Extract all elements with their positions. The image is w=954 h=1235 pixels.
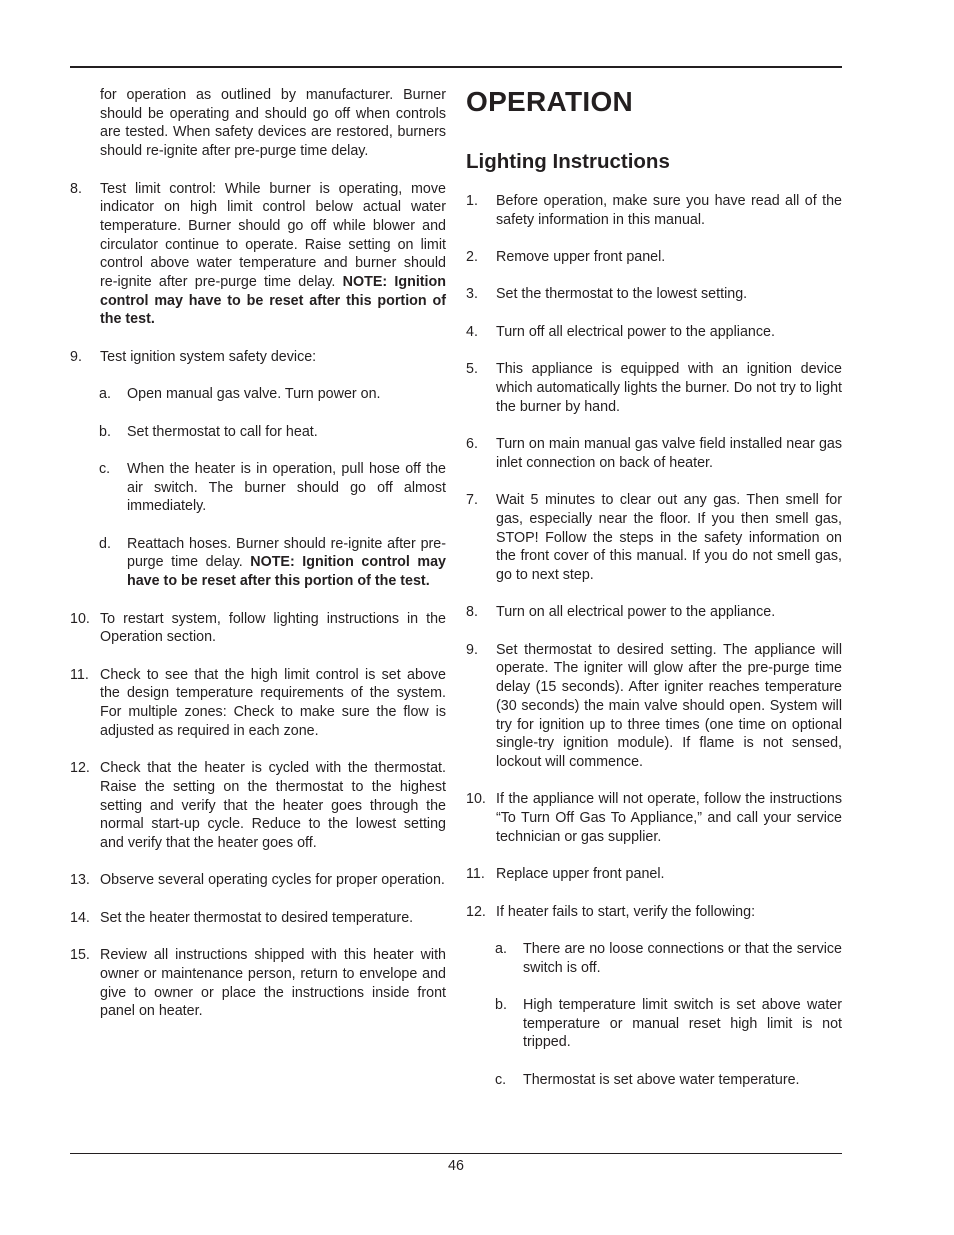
sub-item-b bbox=[70, 423, 446, 442]
sub-item-letter: a. bbox=[99, 386, 111, 403]
item-number: 11. bbox=[70, 666, 89, 683]
right-column bbox=[466, 86, 842, 1108]
list-item-4 bbox=[466, 323, 842, 342]
item-text: Turn on all electrical power to the appliance. bbox=[496, 604, 776, 621]
list-item-10 bbox=[466, 790, 842, 846]
item-text: If the appliance will not operate, follow the instructions “To Turn Off Gas To Appliance,” and call your service technician or gas supplier. bbox=[496, 791, 842, 845]
item-number: 8. bbox=[466, 604, 478, 621]
sub-item-text: High temperature limit switch is set above water temperature or manual reset high limit is not tripped. bbox=[523, 997, 842, 1051]
list-item-14 bbox=[70, 909, 446, 928]
item-text: Replace upper front panel. bbox=[496, 866, 665, 883]
item-text: Set thermostat to desired setting. The appliance will operate. The igniter will glow after the pre-purge time delay (15 seconds). After igniter reaches temperature (30 seconds) the main valve should open. System will try for ignition up to three times (one time on optional single-try ignition module). If flame is not sensed, lockout will commence. bbox=[496, 641, 842, 770]
list-item-12 bbox=[70, 759, 446, 853]
list-item-12 bbox=[466, 903, 842, 922]
list-item-2 bbox=[466, 248, 842, 267]
sub-item-c bbox=[466, 1071, 842, 1090]
item-text: Before operation, make sure you have read all of the safety information in this manual. bbox=[496, 193, 842, 228]
sub-item-text: Reattach hoses. Burner should re-ignite after pre-purge time delay. bbox=[127, 535, 446, 571]
sub-item-letter: a. bbox=[495, 940, 507, 957]
list-item-8 bbox=[70, 180, 446, 330]
list-item-11 bbox=[466, 865, 842, 884]
item-text: Check that the heater is cycled with the thermostat. Raise the setting on the thermostat to the highest setting and verify that the heater goes through the normal start-up cycle. Reduce to the lowest setting and verify that the heater goes off. bbox=[100, 760, 446, 851]
list-item-3 bbox=[466, 285, 842, 304]
bottom-rule bbox=[70, 1153, 842, 1154]
list-item-9 bbox=[466, 641, 842, 772]
continued-paragraph: for operation as outlined by manufacturer. Burner should be operating and should go off when controls are tested. When safety devices are restored, burners should re-ignite after pre-purge time delay. bbox=[100, 87, 446, 160]
list-item-10 bbox=[70, 610, 446, 647]
sub-item-letter: b. bbox=[495, 997, 507, 1014]
top-rule bbox=[70, 66, 842, 68]
item-text: Set the heater thermostat to desired temperature. bbox=[100, 909, 414, 926]
item-number: 3. bbox=[466, 286, 478, 303]
item-number: 4. bbox=[466, 323, 478, 340]
list-item-6 bbox=[466, 435, 842, 472]
item-text: Wait 5 minutes to clear out any gas. Then smell for gas, especially near the floor. If you then smell gas, STOP! Follow the steps in the safety information on the front cover of this manual. If you do not smell gas, go to next step. bbox=[496, 492, 842, 583]
item-number: 10. bbox=[70, 610, 90, 627]
item-number: 6. bbox=[466, 436, 478, 453]
sub-item-text: Open manual gas valve. Turn power on. bbox=[127, 386, 381, 403]
item-number: 9. bbox=[70, 348, 82, 365]
list-item-5 bbox=[466, 360, 842, 416]
list-item-8 bbox=[466, 603, 842, 622]
list-item-1 bbox=[466, 192, 842, 229]
sub-item-d bbox=[70, 535, 446, 591]
item-number: 12. bbox=[466, 903, 486, 920]
item-number: 1. bbox=[466, 193, 478, 209]
item-text: Review all instructions shipped with this heater with owner or maintenance person, return to envelope and give to owner or place the instructions inside front panel on heater. bbox=[100, 947, 446, 1020]
sub-item-a bbox=[70, 385, 446, 404]
item-number: 9. bbox=[466, 641, 478, 658]
sub-item-letter: b. bbox=[99, 423, 111, 440]
note-text: NOTE: Ignition control may have to be reset after this portion of the test. bbox=[127, 554, 446, 590]
left-column bbox=[70, 86, 446, 1040]
sub-item-text: There are no loose connections or that the service switch is off. bbox=[523, 940, 842, 976]
item-number: 5. bbox=[466, 361, 478, 378]
note-text: NOTE: Ignition control may have to be reset after this portion of the test. bbox=[100, 274, 446, 328]
sub-item-text: Thermostat is set above water temperature. bbox=[523, 1071, 800, 1088]
item-text: Test ignition system safety device: bbox=[100, 348, 317, 365]
item-number: 14. bbox=[70, 909, 90, 926]
section-title: OPERATION bbox=[466, 86, 634, 117]
item-text: Turn on main manual gas valve field installed near gas inlet connection on back of heater. bbox=[496, 436, 842, 471]
sub-item-letter: c. bbox=[495, 1071, 507, 1088]
item-text: This appliance is equipped with an ignition device which automatically lights the burner. Do not try to light the burner by hand. bbox=[496, 361, 842, 415]
item-text: Set the thermostat to the lowest setting. bbox=[496, 286, 748, 303]
list-item-7 bbox=[466, 491, 842, 585]
item-text: Turn off all electrical power to the appliance. bbox=[496, 323, 775, 340]
item-text: Check to see that the high limit control is set above the design temperature requirements of the system. For multiple zones: Check to make sure the flow is adjusted as required in each zone. bbox=[100, 666, 446, 739]
sub-item-b bbox=[466, 996, 842, 1052]
item-text: To restart system, follow lighting instructions in the Operation section. bbox=[100, 610, 446, 646]
item-text: Observe several operating cycles for proper operation. bbox=[100, 872, 445, 889]
item-number: 15. bbox=[70, 947, 90, 964]
item-number: 8. bbox=[70, 180, 82, 197]
item-text: If heater fails to start, verify the following: bbox=[496, 903, 756, 920]
item-number: 2. bbox=[466, 249, 478, 266]
item-text: Remove upper front panel. bbox=[496, 249, 666, 266]
sub-item-letter: d. bbox=[99, 535, 111, 552]
list-item-13 bbox=[70, 871, 446, 890]
page-number: 46 bbox=[448, 1158, 464, 1174]
item-number: 12. bbox=[70, 760, 90, 777]
sub-item-a bbox=[466, 940, 842, 977]
list-item-11 bbox=[70, 666, 446, 741]
item-number: 10. bbox=[466, 791, 486, 808]
list-item-15 bbox=[70, 946, 446, 1021]
sub-item-c bbox=[70, 460, 446, 516]
item-number: 7. bbox=[466, 492, 478, 509]
sub-item-letter: c. bbox=[99, 460, 111, 477]
sub-item-text: When the heater is in operation, pull hose off the air switch. The burner should go off almost immediately. bbox=[127, 460, 446, 515]
sub-item-text: Set thermostat to call for heat. bbox=[127, 423, 318, 440]
section-subtitle: Lighting Instructions bbox=[466, 150, 670, 173]
item-number: 13. bbox=[70, 872, 90, 889]
item-text: Test limit control: While burner is operating, move indicator on high limit control below actual water temperature. Burner should go off while blower and circulator continue to operate. Raise setting on limit control above water temperature and burner should re-ignite after pre-purge time delay. bbox=[100, 180, 446, 291]
list-item-9 bbox=[70, 348, 446, 367]
item-number: 11. bbox=[466, 866, 485, 883]
